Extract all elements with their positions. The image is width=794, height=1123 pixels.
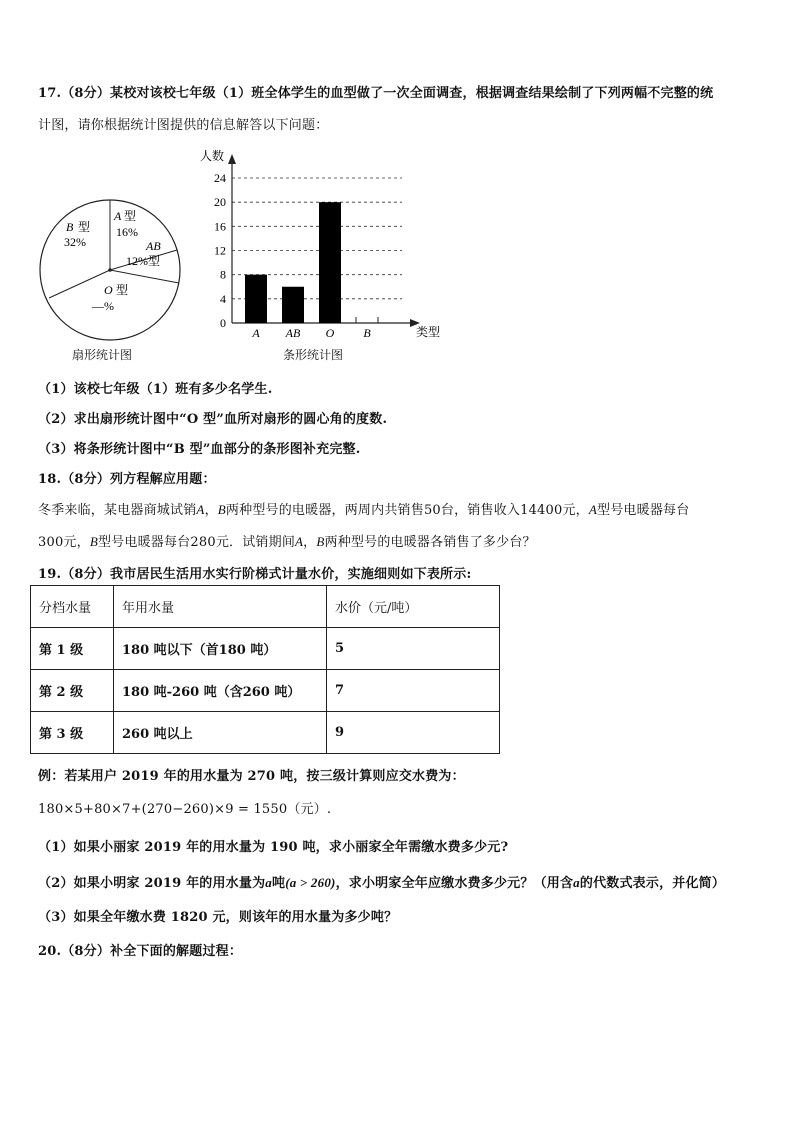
pie-divider-lower-right — [110, 270, 179, 283]
bar-ytick-label: 0 — [220, 316, 226, 330]
q17-line2: 计图，请你根据统计图提供的信息解答以下问题： — [38, 118, 329, 133]
table-row — [31, 670, 500, 712]
bar-ytick-label: 12 — [214, 243, 226, 258]
bar-yticks — [214, 171, 226, 330]
bar-ytick-label: 16 — [214, 219, 226, 234]
bar-category-label: O — [325, 326, 335, 340]
bar-ytick-label: 20 — [214, 195, 226, 210]
table-cell: 180 吨以下（首180 吨） — [114, 628, 327, 670]
table-header: 年用水量 — [114, 586, 327, 628]
pie-label-ab-suffix: 型 — [148, 254, 161, 268]
table-header-row — [31, 586, 500, 628]
pie-label-o-letter: O — [104, 283, 113, 297]
q19-head: 19.（8分）我市居民生活用水实行阶梯式计量水价，实施细则如下表所示: — [38, 567, 472, 582]
table-cell: 260 吨以上 — [114, 712, 327, 754]
q17-sub3: （3）将条形统计图中“B 型”血部分的条形图补充完整. — [38, 442, 361, 457]
pie-label-o-suffix: 型 — [116, 283, 129, 297]
pie-label-a-pct: 16% — [116, 225, 138, 239]
bar-xlabel: 类型 — [416, 325, 441, 339]
bar-category-label: A — [252, 326, 260, 340]
q19-sub1: （1）如果小丽家 2019 年的用水量为 190 吨，求小丽家全年需缴水费多少元? — [38, 840, 509, 855]
bar-chart — [190, 140, 460, 345]
pie-center — [108, 268, 112, 272]
bar-a — [245, 275, 267, 323]
bar-category-label: AB — [285, 326, 301, 340]
table-cell: 5 — [327, 628, 500, 670]
pie-label-ab-pct: 12% — [126, 254, 148, 268]
table-cell: 7 — [327, 670, 500, 712]
table-cell: 第 3 级 — [31, 712, 114, 754]
bar-ytick-label: 24 — [214, 171, 226, 185]
bar-ytick-label: 4 — [220, 291, 226, 306]
pie-label-b-pct: 32% — [64, 235, 86, 249]
q20-head: 20.（8分）补全下面的解题过程： — [38, 944, 243, 959]
q19-sub3: （3）如果全年缴水费 1820 元，则该年的用水量为多少吨？ — [38, 910, 398, 925]
pie-label-o-pct: —% — [92, 299, 114, 313]
q17-sub1: （1）该校七年级（1）班有多少名学生. — [38, 382, 273, 397]
bar-ytick-label: 8 — [220, 267, 226, 282]
table-cell: 180 吨-260 吨（含260 吨） — [114, 670, 327, 712]
q17-sub2: （2）求出扇形统计图中“O 型”血所对扇形的圆心角的度数. — [38, 412, 388, 427]
pie-label-a-letter: A — [114, 209, 122, 223]
q17-line1: 17.（8分）某校对该校七年级（1）班全体学生的血型做了一次全面调查，根据调查结果绘制了下列两幅不完整的统 — [38, 86, 714, 101]
table-row — [31, 712, 500, 754]
table-cell: 9 — [327, 712, 500, 754]
pie-label-a-suffix: 型 — [124, 209, 137, 223]
bar-category-label: B — [363, 326, 371, 340]
bar-y-arrow — [228, 154, 236, 164]
pie-label-ab-letter: AB — [146, 239, 161, 253]
bar-categories — [251, 326, 371, 340]
pie-label-b-suffix: 型 — [78, 220, 91, 234]
bar-o — [319, 202, 341, 323]
bar-ylabel: 人数 — [200, 149, 225, 163]
table-header: 水价（元/吨） — [327, 586, 500, 628]
table-header: 分档水量 — [31, 586, 114, 628]
table-cell: 第 1 级 — [31, 628, 114, 670]
pie-caption: 扇形统计图 — [72, 348, 133, 362]
table-row — [31, 628, 500, 670]
pie-chart — [36, 198, 186, 368]
q19-sub2: （2）如果小明家 2019 年的用水量为a吨(a > 260)，求小明家全年应缴水费多少元？（用含a的代数式表示，并化简） — [38, 875, 726, 891]
q19-formula: 180×5+80×7+(270−260)×9 = 1550（元）. — [38, 802, 332, 817]
pie-label-b-letter: B — [66, 220, 74, 234]
q18-line2: 300元，B型号电暖器每台280元．试销期间A，B两种型号的电暖器各销售了多少台？ — [38, 534, 536, 550]
pie-divider-left — [49, 270, 110, 298]
bar-caption: 条形统计图 — [283, 348, 344, 362]
q19-example: 例：若某用户 2019 年的用水量为 270 吨，按三级计算则应交水费为： — [38, 769, 465, 784]
water-price-table — [30, 585, 500, 754]
table-cell: 第 2 级 — [31, 670, 114, 712]
q18-head: 18.（8分）列方程解应用题： — [38, 472, 216, 487]
q18-line1: 冬季来临，某电器商城试销A，B两种型号的电暖器，两周内共销售50台，销售收入14400元，A型号电暖器每台 — [38, 502, 690, 518]
bar-ab — [282, 287, 304, 323]
bar-series — [245, 202, 378, 323]
